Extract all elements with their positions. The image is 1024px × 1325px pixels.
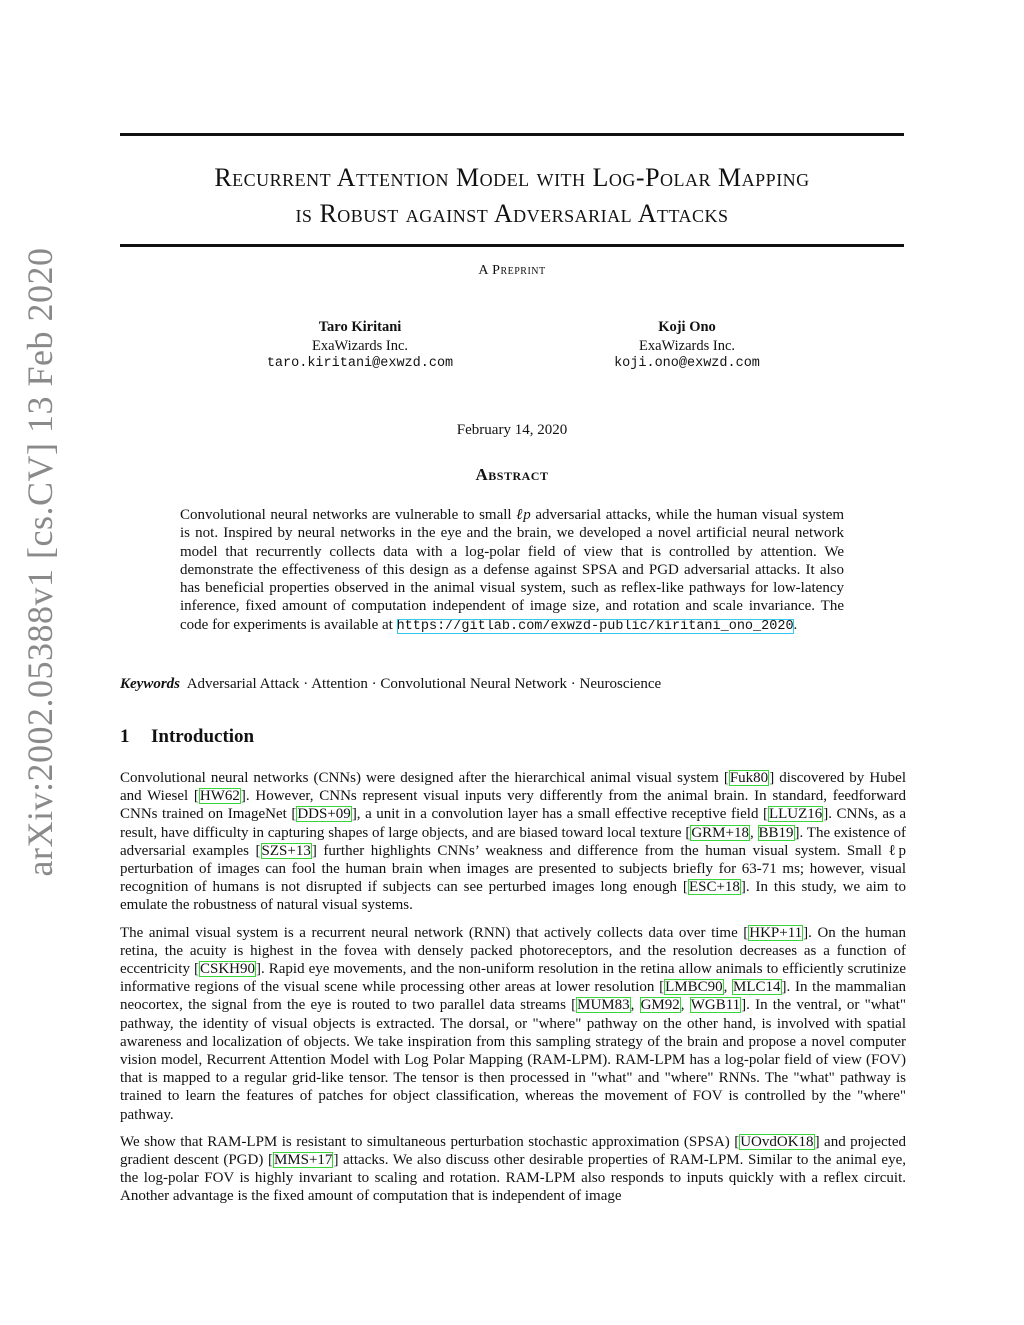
text-run: ]. In the mammalian neocortex, the signal from the eye is routed to two parallel data streams [	[120, 979, 906, 1014]
author-1	[210, 318, 510, 374]
abstract-text	[180, 506, 844, 636]
author-name: Koji Ono	[658, 319, 716, 335]
paragraph	[120, 769, 906, 915]
author-2	[537, 318, 837, 374]
text-run: ,	[749, 824, 758, 841]
text-run: ]. Rapid eye movements, and the non-uniform resolution in the retina allow animals to efficiently scrutinize informative regions of the visual scene while processing other areas at lower resolution [	[120, 961, 906, 996]
abstract-end: .	[793, 616, 798, 633]
text-run: ]. In this study, we aim to emulate the robustness of natural visual systems.	[120, 879, 907, 914]
text-run: The animal visual system is a recurrent neural network (RNN) that actively collects data over time [	[120, 924, 749, 941]
text-run: ]. The existence of adversarial examples [	[120, 824, 907, 859]
citation-link[interactable]: GRM+18	[691, 824, 749, 841]
section-number: 1	[120, 726, 130, 747]
keywords	[120, 676, 904, 693]
citation-link[interactable]: MUM83	[577, 997, 630, 1014]
author-affiliation: ExaWizards Inc.	[311, 337, 409, 354]
citation-link[interactable]: MLC14	[733, 979, 781, 996]
citation-link[interactable]: ESC+18	[688, 879, 740, 896]
publication-date: February 14, 2020	[456, 422, 568, 438]
lp-symbol: ℓp	[516, 507, 531, 523]
citation-link[interactable]: Fuk80	[729, 770, 769, 786]
text-run: ,	[680, 997, 690, 1014]
citation-link[interactable]: MMS+17	[273, 1152, 333, 1169]
citation-link[interactable]: LMBC90	[665, 979, 723, 996]
abstract-part: Convolutional neural networks are vulnerable to small	[180, 507, 512, 523]
text-run: ]. However, CNNs represent visual inputs very differently from the animal brain. In standard, feedforward CNNs trained on ImageNet [	[120, 788, 906, 823]
author-email: koji.ono@exwzd.com	[614, 356, 760, 371]
author-name: Taro Kiritani	[318, 319, 402, 335]
text-run: ]. On the human retina, the acuity is highest in the fovea with densely packed photoreceptors, and the resolution decreases as a function of eccentricity [	[120, 924, 906, 978]
title-rule-top	[120, 133, 904, 136]
text-run: ] and projected gradient descent (PGD) [	[120, 1133, 906, 1169]
citation-link[interactable]: HKP+11	[749, 924, 803, 941]
citation-link[interactable]: CSKH90	[199, 961, 255, 978]
text-run: ], a unit in a convolution layer has a small effective receptive field [	[351, 806, 768, 823]
code-repository-link[interactable]: https://gitlab.com/exwzd-public/kiritani_ono_2020	[396, 618, 794, 634]
section-title: Introduction	[151, 726, 255, 747]
text-run: ]. In the ventral, or "what" pathway, the identity of visual objects is extracted. The dorsal, or "where" pathway on the other hand, is involved with spatial awareness and localization of objects. We take inspiration from this sampling strategy of the brain and propose a novel computer vision model, Recurrent Attention Model with Log Polar Mapping (RAM-LPM). RAM-LPM has a log-polar field of view (FOV) that is mapped to a regular grid-like tensor. The tensor is then processed in "what" and "where" RNNs. The "what" pathway is trained to learn the features of patches for object classification, whereas the movement of FOV is controlled by the "where" pathway.	[120, 997, 907, 1123]
title-line-2: is Robust against Adversarial Attacks	[295, 199, 729, 228]
text-run: We show that RAM-LPM is resistant to simultaneous perturbation stochastic approximation (SPSA) [	[120, 1133, 740, 1150]
preprint-label: A Preprint	[478, 263, 546, 278]
keywords-list: Adversarial Attack · Attention · Convolutional Neural Network · Neuroscience	[186, 676, 662, 692]
text-run: ] attacks. We also discuss other desirable properties of RAM-LPM. Similar to the animal eye, the log-polar FOV is highly invariant to scaling and rotation. RAM-LPM also responds to inputs quickly with a reflex circuit. Another advantage is the fixed amount of computation that is independent of image	[120, 1152, 906, 1205]
arxiv-id: arXiv:2002.05388v1 [cs.CV] 13 Feb 2020	[20, 247, 60, 877]
paragraph	[120, 1133, 906, 1206]
paragraph	[120, 924, 906, 1124]
text-run: ] discovered by Hubel and Wiesel [	[120, 770, 906, 805]
section-heading	[120, 726, 254, 748]
title-line-1: Recurrent Attention Model with Log-Polar Mapping	[214, 163, 810, 192]
citation-link[interactable]: GM92	[640, 997, 680, 1014]
text-run: ,	[723, 979, 733, 996]
keywords-label: Keywords	[120, 676, 180, 692]
citation-link[interactable]: UOvdOK18	[740, 1133, 814, 1150]
citation-link[interactable]: LLUZ16	[768, 806, 823, 823]
citation-link[interactable]: WGB11	[690, 997, 741, 1014]
author-affiliation: ExaWizards Inc.	[638, 337, 736, 354]
paper-title	[120, 160, 904, 232]
abstract-heading: Abstract	[475, 465, 549, 484]
arxiv-sidebar-stamp	[8, 172, 72, 952]
text-run: ,	[630, 997, 640, 1014]
citation-link[interactable]: BB19	[758, 824, 794, 841]
author-email: taro.kiritani@exwzd.com	[266, 356, 454, 371]
abstract-part: adversarial attacks, while the human visual system is not. Inspired by neural networks in the eye and the brain, we developed a novel artificial neural network model that recurrently collects data with a log-polar field of view that is controlled by attention. We demonstrate the effectiveness of this design as a defense against SPSA and PGD adversarial attacks. It also has beneficial properties observed in the animal visual system, such as reflex-like pathways for low-latency inference, fixed amount of computation independent of image size, and rotation and scale invariance. The code for experiments is available at	[180, 507, 845, 633]
text-run: ] further highlights CNNs’ weakness and difference from the human visual system. Small ℓp perturbation of images can fool the human brain when images are presented to subjects briefly for 63-71 ms; however, visual recognition of humans is not disrupted if subjects can see perturbed images long enough [	[120, 842, 906, 896]
introduction-body	[120, 769, 906, 1215]
text-run: Convolutional neural networks (CNNs) were designed after the hierarchical animal visual system [	[120, 770, 729, 786]
text-run: ]. CNNs, as a result, have difficulty in capturing shapes of large objects, and are biased toward local texture [	[120, 806, 906, 841]
citation-link[interactable]: HW62	[199, 788, 240, 805]
citation-link[interactable]: SZS+13	[261, 842, 311, 859]
citation-link[interactable]: DDS+09	[297, 806, 351, 823]
title-rule-bottom	[120, 244, 904, 247]
